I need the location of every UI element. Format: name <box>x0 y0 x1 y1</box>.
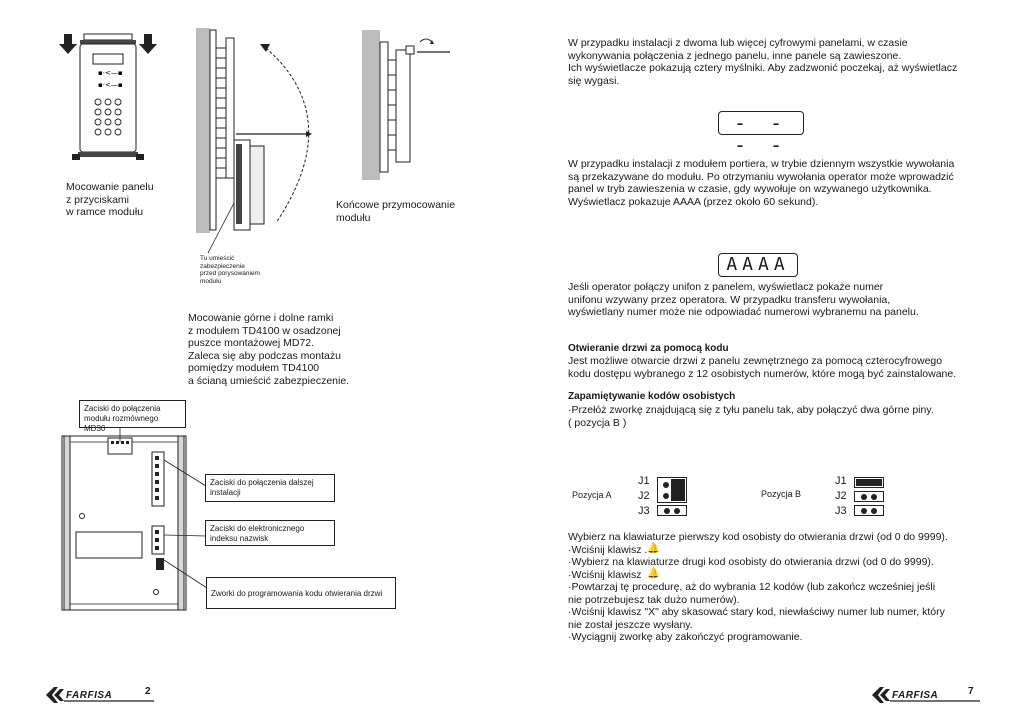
heading-door-code: Otwieranie drzwi za pomocą kodu <box>568 343 729 354</box>
footer-rule <box>64 699 154 703</box>
svg-text:▪·<—▪: ▪·<—▪ <box>98 69 123 77</box>
farfisa-logo-icon <box>44 686 66 704</box>
jumper-b-j3 <box>854 505 884 516</box>
jumper-b-j1 <box>854 477 884 488</box>
paragraph-porter-module: W przypadku instalacji z modułem portiera, w trybie dziennym wszystkie wywołania są przekazywane do modułu. Po otrzymaniu wywołania operator może wprowadzić panel w tryb zawieszenia w czasie, gdy wywołuje on wzywanego użytkownika. Wyświetlacz pokazuje AAAA (przez około 60 sekund). <box>568 158 955 208</box>
caption-final-mounting: Końcowe przymocowanie modułu <box>336 199 456 224</box>
footer-rule-right <box>890 699 980 703</box>
module-side-view-illustration <box>196 28 336 260</box>
display-aaaa: AAAA <box>718 253 798 277</box>
page-number: 2 <box>145 686 151 697</box>
position-a-label: Pozycja A <box>572 490 612 500</box>
display-dashes: - - - - <box>718 111 804 135</box>
callout-md30-terminals: Zaciski do połączenia modułu rozmównego MD30 <box>79 400 186 428</box>
j2-label-a: J2 <box>638 490 650 502</box>
position-b-label: Pozycja B <box>761 489 802 499</box>
svg-text:▪·<—▪: ▪·<—▪ <box>98 81 123 89</box>
paragraph-move-jumper: ·Przełóż zworkę znajdującą się z tyłu panelu tak, aby połączyć dwa górne piny. ( pozycja B ) <box>568 404 934 429</box>
bell-key-icon-2: 🔔 <box>647 568 660 579</box>
programming-steps: Wybierz na klawiaturze pierwszy kod osobisty do otwierania drzwi (od 0 do 9999). ·Wciśnij klawisz . ·Wybierz na klawiaturze drugi kod osobisty do otwierania drzwi (od 0 do 9999). ·Wciśnij klawisz ·Powtarzaj tę procedurę, aż do wybrania 12 kodów (lub zakończ wcześniej jeśli nie potrzebujesz tak dużo numerów). ·Wciśnij klawisz "X" aby skasować stary kod, niewłaściwy numer lub numer, który nie został jeszcze wysłany. ·Wyciągnij zworkę aby zakończyć programowanie. <box>568 531 948 643</box>
caption-frame-mounting: Mocowanie górne i dolne ramki z modułem TD4100 w osadzonej puszce montażowej MD72. Zaleca się aby podczas montażu pomiędzy modułem TD4100 a ścianą umieścić zabezpieczenie. <box>188 312 350 387</box>
bell-key-icon: 🔔 <box>647 543 660 554</box>
logo-text: FARFISA <box>66 689 113 701</box>
j3-label-a: J3 <box>638 505 650 517</box>
j1-label-b: J1 <box>835 475 847 487</box>
final-mounting-illustration <box>362 30 457 180</box>
scratch-protection-note: Tu umieścić zabezpieczenie przed porysowaniem modułu <box>200 255 260 285</box>
jumper-b-j2 <box>854 491 884 502</box>
j3-label-b: J3 <box>835 505 847 517</box>
j1-label-a: J1 <box>638 475 650 487</box>
logo-text-right: FARFISA <box>892 689 939 701</box>
caption-panel-mounting: Mocowanie panelu z przyciskami w ramce modułu <box>66 181 154 218</box>
callout-further-installation-terminals: Zaciski do połączenia dalszej instalacji <box>205 474 335 502</box>
panel-mounting-illustration <box>58 30 168 165</box>
j2-label-b: J2 <box>835 490 847 502</box>
jumper-a-j1-j2 <box>657 477 687 503</box>
paragraph-operator-connect: Jeśli operator połączy unifon z panelem, wyświetlacz pokaże numer unifonu wzywany przez operatora. W przypadku transferu wywołania, wyświetlany numer może nie odpowiadać numerowi wybranemu na panelu. <box>568 281 919 318</box>
page-number-right: 7 <box>968 686 974 697</box>
paragraph-door-code: Jest możliwe otwarcie drzwi z panelu zewnętrznego za pomocą czterocyfrowego kodu dostępu wybranego z 12 osobistych numerów, które mogą być zainstalowane. <box>568 355 957 380</box>
paragraph-multiple-panels: W przypadku instalacji z dwoma lub więcej cyfrowymi panelami, w czasie wykonywania połączenia z jednego panelu, inne panele są zawieszone. Ich wyświetlacze pokazują cztery myślniki. Aby zadzwonić poczekaj, aż wyświetlacz się wygasi. <box>568 37 958 87</box>
jumper-a-j3 <box>657 505 687 516</box>
farfisa-logo-icon-right <box>870 686 892 704</box>
callout-name-index-terminals: Zaciski do elektronicznego indeksu nazwisk <box>205 520 335 546</box>
callout-door-code-jumpers: Zworki do programowania kodu otwierania drzwi <box>206 577 396 609</box>
heading-store-codes: Zapamiętywanie kodów osobistych <box>568 391 736 402</box>
